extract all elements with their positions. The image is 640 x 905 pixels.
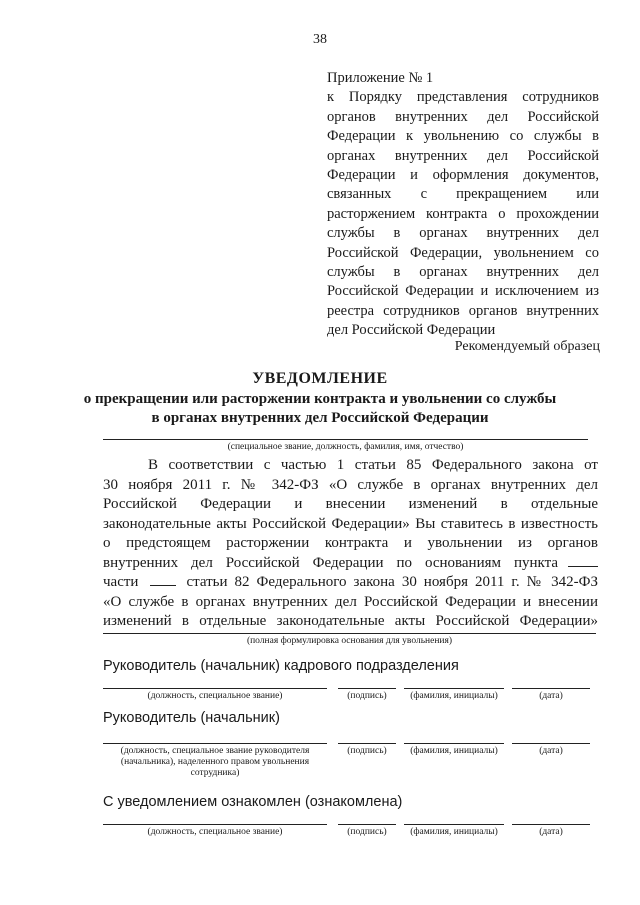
body-line — [103, 573, 598, 593]
appendix-line: Приложение № 1 — [327, 70, 434, 86]
signature-caption: (подпись) — [347, 746, 387, 756]
addressee-line — [103, 439, 588, 440]
notice-body — [103, 456, 598, 632]
body-line: В соответствии с частью 1 статьи 85 Федерального закона от — [148, 457, 598, 473]
appendix-line: Российской Федерации и исключением из — [327, 283, 599, 300]
date-caption: (дата) — [539, 746, 563, 756]
appendix-block — [327, 69, 599, 340]
name-line — [404, 688, 504, 689]
appendix-line: Российской Федерации, увольнением со — [327, 244, 599, 261]
notice-subtitle: в органах внутренних дел Российской Федерации — [151, 410, 489, 426]
appendix-line: службы в органах внутренних дел — [327, 263, 599, 280]
position-caption: (должность, специальное звание) — [147, 691, 283, 701]
appendix-line: органов внутренних дел Российской — [327, 108, 599, 125]
body-line: о предстоящем расторжении контракта и увольнении из органов — [103, 535, 598, 551]
head-title: Руководитель (начальник) — [103, 710, 280, 726]
point-blank — [568, 554, 598, 567]
body-line: изменений в отдельные законодательные акты Российской Федерации» — [103, 613, 598, 629]
appendix-line: связанных с прекращением или — [327, 186, 599, 203]
name-line — [404, 743, 504, 744]
notice-subtitle: о прекращении или расторжении контракта и увольнении со службы — [83, 391, 557, 407]
appendix-line: органах внутренних дел Российской — [327, 147, 599, 164]
appendix-line: Федерации и оформления документов, — [327, 166, 599, 183]
position-line — [103, 824, 327, 825]
signature-line — [338, 743, 396, 744]
appendix-line: службы в органах внутренних дел — [327, 225, 599, 242]
date-caption: (дата) — [539, 691, 563, 701]
name-caption: (фамилия, инициалы) — [410, 691, 498, 701]
sample-label: Рекомендуемый образец — [454, 339, 600, 354]
part-blank — [150, 573, 176, 586]
body-line-text: статьи 82 Федерального закона 30 ноября 2011 г. № 342-ФЗ — [186, 574, 598, 590]
appendix-line: реестра сотрудников органов внутренних — [327, 302, 599, 319]
body-line: Российской Федерации и внесении изменений в отдельные — [103, 496, 598, 512]
body-line — [103, 554, 598, 574]
signature-caption: (подпись) — [347, 827, 387, 837]
position-caption: (должность, специальное звание) — [147, 827, 283, 837]
notice-title: УВЕДОМЛЕНИЕ — [252, 370, 388, 387]
body-line-text: внутренних дел Российской Федерации по основаниям пункта — [103, 554, 558, 571]
page-number: 38 — [313, 32, 327, 47]
name-caption: (фамилия, инициалы) — [410, 746, 498, 756]
appendix-line: к Порядку представления сотрудников — [327, 89, 599, 106]
grounds-caption: (полная формулировка основания для увольнения) — [246, 636, 453, 646]
appendix-line: дел Российской Федерации — [327, 322, 496, 339]
grounds-line — [103, 633, 596, 634]
date-caption: (дата) — [539, 827, 563, 837]
position-line — [103, 743, 327, 744]
name-line — [404, 824, 504, 825]
hr-head-title: Руководитель (начальник) кадрового подразделения — [103, 658, 459, 674]
signature-caption: (подпись) — [347, 691, 387, 701]
date-line — [512, 824, 590, 825]
appendix-line: расторжением контракта о прохождении — [327, 205, 599, 222]
signature-line — [338, 688, 396, 689]
body-line: законодательные акты Российской Федерации» Вы ставитесь в известность — [103, 515, 598, 532]
date-line — [512, 743, 590, 744]
body-line: 30 ноября 2011 г. № 342-ФЗ «О службе в органах внутренних дел — [103, 476, 598, 493]
acknowledged-title: С уведомлением ознакомлен (ознакомлена) — [103, 794, 403, 810]
date-line — [512, 688, 590, 689]
name-caption: (фамилия, инициалы) — [410, 827, 498, 837]
position-line — [103, 688, 327, 689]
body-line: «О службе в органах внутренних дел Российской Федерации и внесении — [103, 593, 598, 610]
addressee-caption: (специальное звание, должность, фамилия, имя, отчество) — [227, 442, 464, 452]
position-caption: (должность, специальное звание руководителя (начальника), наделенного правом увольнения сотрудника) — [120, 746, 310, 778]
signature-line — [338, 824, 396, 825]
body-line-text: части — [103, 574, 139, 590]
appendix-line: Федерации к увольнению со службы в — [327, 128, 599, 145]
